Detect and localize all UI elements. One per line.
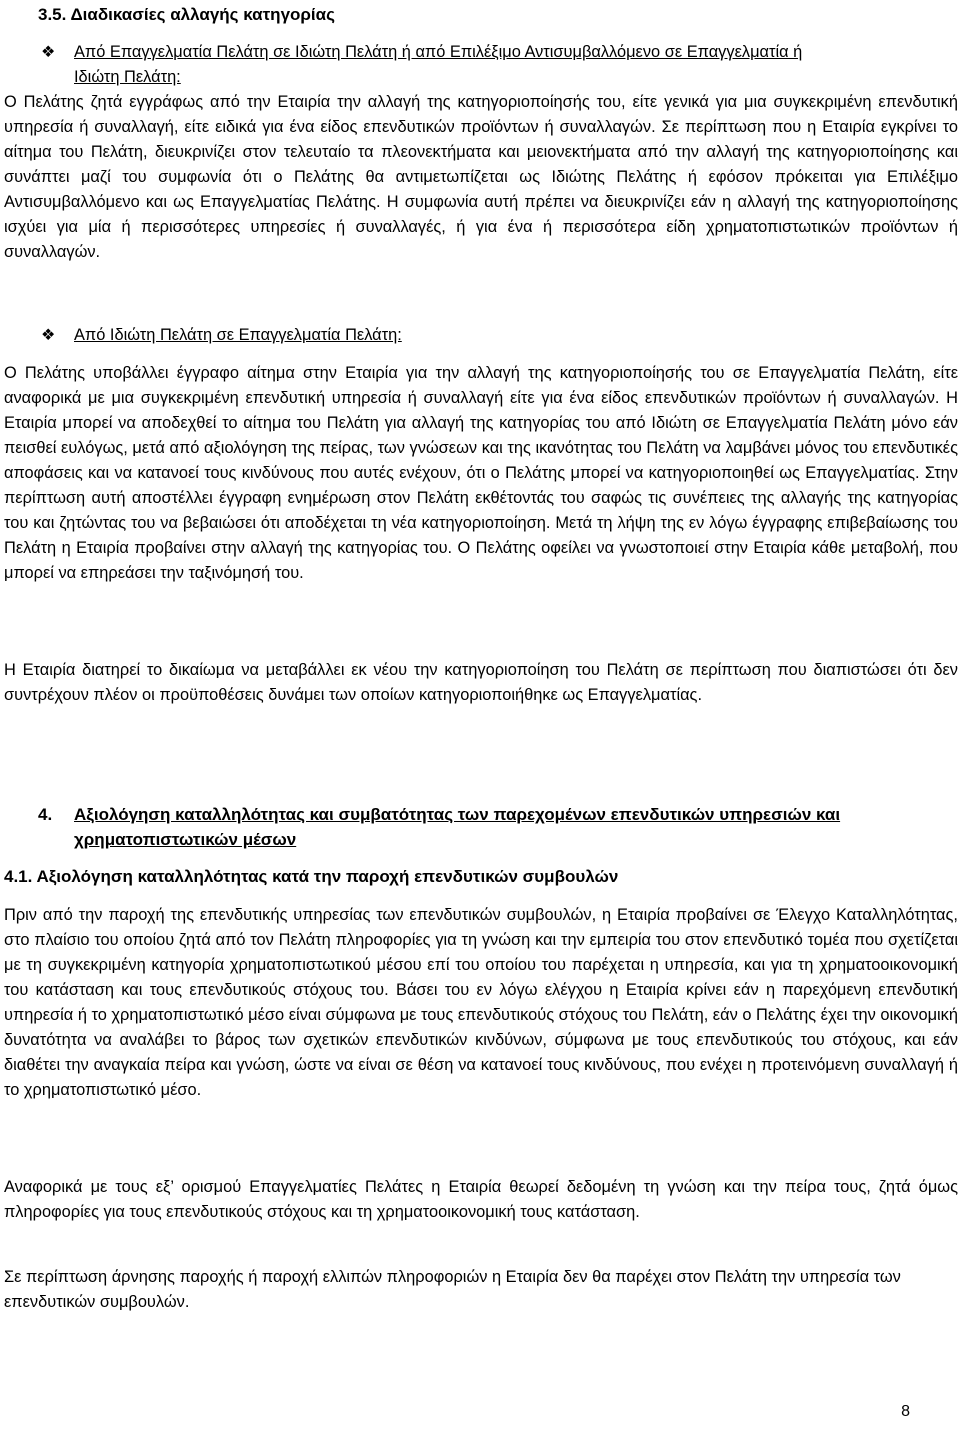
page-number: 8 (901, 1403, 910, 1420)
bullet-heading-retail-to-professional: Από Ιδιώτη Πελάτη σε Επαγγελματία Πελάτη: (74, 326, 402, 344)
diamond-bullet-icon: ❖ (41, 327, 56, 344)
section-4-number: 4. (38, 805, 53, 824)
section-4-1-title: 4.1. Αξιολόγηση καταλληλότητας κατά την παροχή επενδυτικών συμβουλών (4, 867, 619, 886)
section-4-title-line-1: Αξιολόγηση καταλληλότητας και συμβατότητας των παρεχομένων επενδυτικών υπηρεσιών και (74, 805, 841, 824)
paragraph (4, 90, 958, 265)
section-3-5-title: 3.5. Διαδικασίες αλλαγής κατηγορίας (38, 5, 335, 24)
bullet-heading-professional-to-retail: Από Επαγγελματία Πελάτη σε Ιδιώτη Πελάτη ή από Επιλέξιμο Αντισυμβαλλόμενο σε Επαγγελματία ή Ιδιώτη Πελάτη: (74, 43, 803, 86)
paragraph: Πριν από την παροχή της επενδυτικής υπηρεσίας των επενδυτικών συμβουλών, η Εταιρία προβαίνει σε Έλεγχο Καταλληλότητας, στο πλαίσιο του οποίου ζητά από τον Πελάτη πληροφορίες για τη γνώση και την εμπειρία του στον επενδυτικό τομέα που σχετίζεται με τη συγκεκριμένη κατηγορία χρηματοπιστωτικού μέσου επί του οποίου του παρέχεται η υπηρεσία, και για τη χρηματοοικονομική του κατάσταση και τους επενδυτικούς στόχους του. Βάσει του εν λόγω ελέγχου η Εταιρία κρίνει εάν η παρεχόμενη επενδυτική υπηρεσία ή το χρηματοπιστωτικό μέσο είναι σύμφωνα με τους επενδυτικούς στόχους του Πελάτη, εάν ο Πελάτης έχει την οικονομική δυνατότητα να αναλάβει το βάρος των σχετικών επενδυτικών κινδύνων, σύμφωνα με τους επενδυτικούς του στόχους, και εάν διαθέτει την αναγκαία πείρα και γνώση, ώστε να είναι σε θέση να κατανοεί τους κινδύνους, που ενέχει η προτεινόμενη συναλλαγή ή το χρηματοπιστωτικό μέσο. (4, 906, 958, 1099)
paragraph: Σε περίπτωση άρνησης παροχής ή παροχή ελλιπών πληροφοριών η Εταιρία δεν θα παρέχει στον Πελάτη την υπηρεσία των επενδυτικών συμβουλών. (4, 1268, 901, 1311)
paragraph: Αναφορικά με τους εξ’ ορισμού Επαγγελματίες Πελάτες η Εταιρία θεωρεί δεδομένη τη γνώση και την πείρα τους, ζητά όμως πληροφορίες για τους επενδυτικούς στόχους και τη χρηματοοικονομική τους κατάσταση. (4, 1178, 958, 1221)
section-4-title-line-2: χρηματοπιστωτικών μέσων (74, 830, 297, 849)
diamond-bullet-icon: ❖ (41, 44, 56, 61)
paragraph-text: Ο Πελάτης ζητά εγγράφως από την Εταιρία την αλλαγή της κατηγοριοποίησής του, είτε γενικά για μια συγκεκριμένη επενδυτική υπηρεσία ή συναλλαγή, είτε ειδικά για ένα είδος επενδυτικών προϊόντων ή συναλλαγών. (4, 93, 958, 136)
paragraph: Η Εταιρία διατηρεί το δικαίωμα να μεταβάλλει εκ νέου την κατηγοριοποίηση του Πελάτη σε περίπτωση που διαπιστώσει ότι δεν συντρέχουν πλέον οι προϋποθέσεις δυνάμει των οποίων κατηγοριοποιήθηκε ως Επαγγελματίας. (4, 661, 958, 704)
paragraph-text: Σε περίπτωση που η Εταιρία εγκρίνει το αίτημα του Πελάτη, διευκρινίζει στον τελευταίο τα πλεονεκτήματα και μειονεκτήματα από την αλλαγή της κατηγοριοποίησης και συνάπτει μαζί του συμφωνία ότι ο Πελάτης θα αντιμετωπίζεται ως Ιδιώτης Πελάτης ή εφόσον πρόκειται για Επιλέξιμο Αντισυμβαλλόμενο και ως Επαγγελματίας Πελάτης. Η συμφωνία αυτή πρέπει να διευκρινίζει εάν η αλλαγή της κατηγοριοποίησης ισχύει για μία ή περισσότερες υπηρεσίες ή συναλλαγές, ή για ένα ή περισσότερα είδη χρηματοπιστωτικών προϊόντων ή συναλλαγών. (4, 118, 958, 261)
paragraph: Ο Πελάτης υποβάλλει έγγραφο αίτημα στην Εταιρία για την αλλαγή της κατηγοριοποίησής του σε Επαγγελματία Πελάτη, είτε αναφορικά με μια συγκεκριμένη επενδυτική υπηρεσία ή συναλλαγή είτε για ένα είδος επενδυτικών προϊόντων ή συναλλαγών. Η Εταιρία μπορεί να αποδεχθεί το αίτημα του Πελάτη για αλλαγή της κατηγορίας του από Ιδιώτη σε Επαγγελματία Πελάτη μόνο εάν πεισθεί ευλόγως, μετά από αξιολόγηση της πείρας, των γνώσεων και της ικανότητας του Πελάτη να λαμβάνει μόνος του επενδυτικές αποφάσεις και να κατανοεί τους κινδύνους που αυτές ενέχουν, ότι ο Πελάτης μπορεί να κατηγοριοποιηθεί ως Επαγγελματίας. Στην περίπτωση αυτή αποστέλλει έγγραφη ενημέρωση στον Πελάτη εκθέτοντάς του σαφώς τις συνέπειες της αλλαγής της κατηγορίας του και ζητώντας του να βεβαιώσει ότι αποδέχεται τη νέα κατηγοριοποίηση. Μετά τη λήψη της εν λόγω έγγραφης επιβεβαίωσης του Πελάτη η Εταιρία προβαίνει στην αλλαγή της κατηγορίας του. Ο Πελάτης οφείλει να γνωστοποιεί στην Εταιρία κάθε μεταβολή, που μπορεί να επηρεάσει την ταξινόμησή του. (4, 364, 958, 582)
